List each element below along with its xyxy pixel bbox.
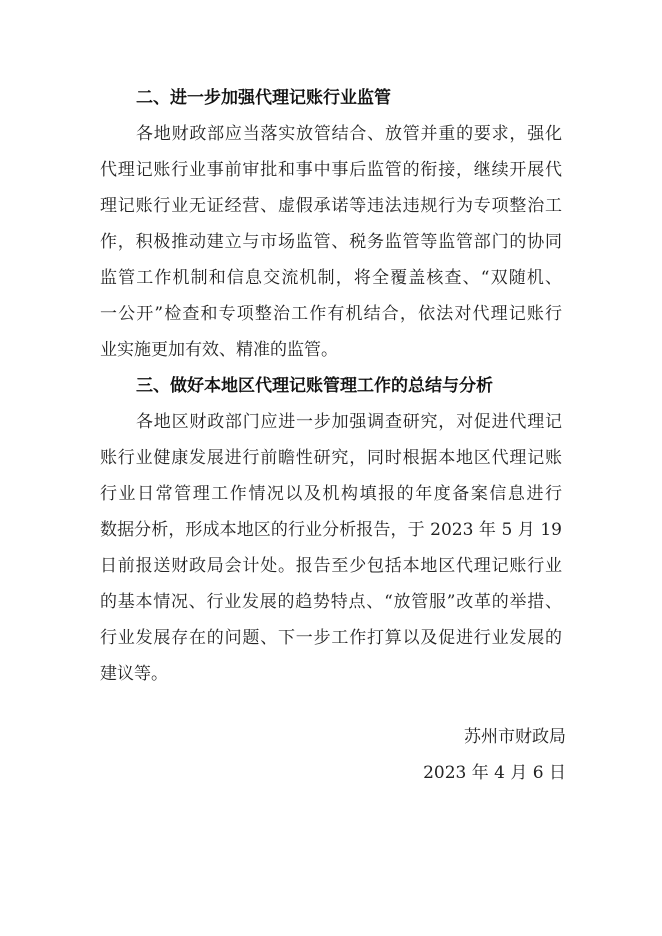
paragraph-line: 建议等。 [100, 664, 168, 684]
issue-date: 2023 年 4 月 6 日 [423, 763, 566, 783]
paragraph-line: 账行业健康发展进行前瞻性研究，同时根据本地区代理记账 [100, 448, 562, 468]
paragraph-line: 一公开”检查和专项整治工作有机结合，依法对代理记账行 [100, 304, 562, 324]
paragraph-line: 代理记账行业事前审批和事中事后监管的衔接，继续开展代 [100, 160, 562, 180]
section-3-paragraph [100, 404, 562, 692]
paragraph-line: 数据分析，形成本地区的行业分析报告，于 2023 年 5 月 19 [100, 520, 562, 540]
section-2-paragraph [100, 116, 562, 368]
paragraph-line: 各地区财政部门应进一步加强调查研究，对促进代理记 [136, 412, 562, 432]
issuer-name: 苏州市财政局 [464, 727, 566, 747]
paragraph-line: 监管工作机制和信息交流机制，将全覆盖核查、“双随机、 [100, 268, 562, 288]
document-body [100, 80, 562, 692]
section-heading-3: 三、做好本地区代理记账管理工作的总结与分析 [136, 376, 493, 396]
paragraph-line: 的基本情况、行业发展的趋势特点、“放管服”改革的举措、 [100, 592, 562, 612]
section-heading-2: 二、进一步加强代理记账行业监管 [136, 88, 391, 108]
signature-block [423, 719, 566, 791]
paragraph-line: 理记账行业无证经营、虚假承诺等违法违规行为专项整治工 [100, 196, 562, 216]
paragraph-line: 日前报送财政局会计处。报告至少包括本地区代理记账行业 [100, 556, 562, 576]
paragraph-line: 行业发展存在的问题、下一步工作打算以及促进行业发展的 [100, 628, 562, 648]
paragraph-line: 行业日常管理工作情况以及机构填报的年度备案信息进行 [100, 484, 562, 504]
paragraph-line: 业实施更加有效、精准的监管。 [100, 340, 338, 360]
paragraph-line: 各地财政部应当落实放管结合、放管并重的要求，强化 [136, 124, 562, 144]
paragraph-line: 作，积极推动建立与市场监管、税务监管等监管部门的协同 [100, 232, 562, 252]
